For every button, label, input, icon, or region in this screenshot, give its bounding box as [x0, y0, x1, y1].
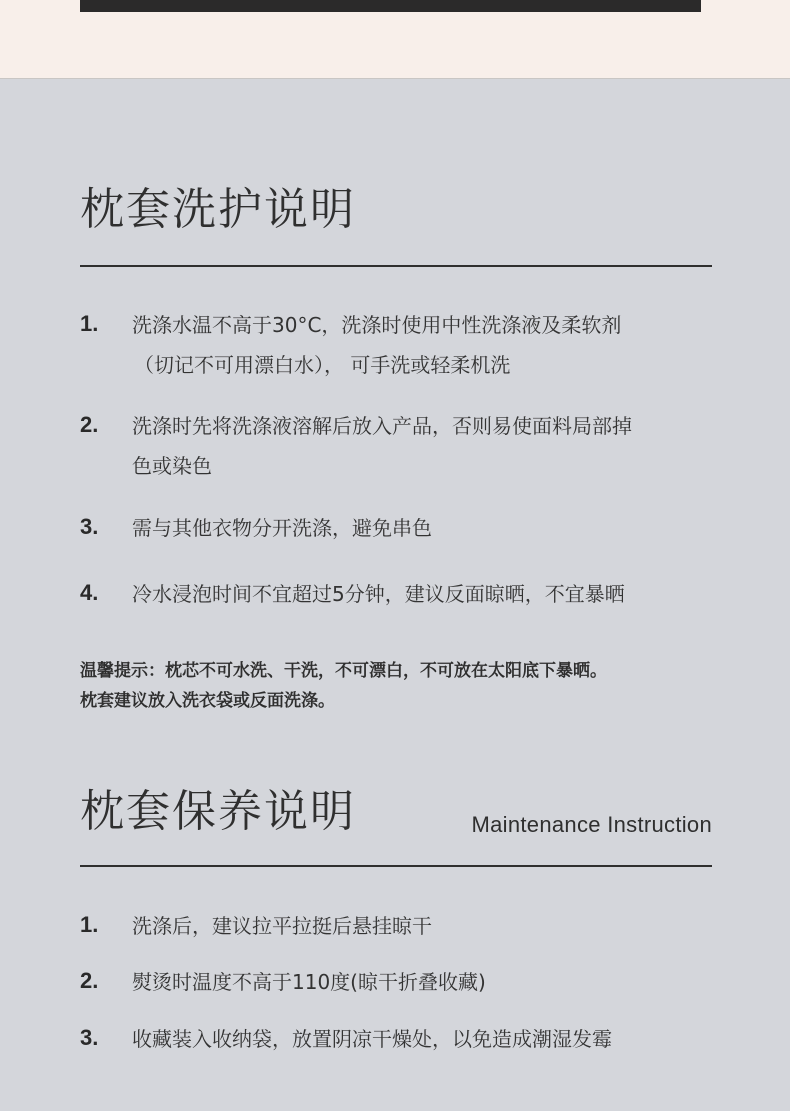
maintenance-item-number: 2. — [80, 968, 99, 993]
care-item-line: 洗涤水温不高于30°C，洗涤时使用中性洗涤液及柔软剂 — [132, 313, 622, 337]
care-tip-line: 温馨提示：枕芯不可水洗、干洗，不可漂白，不可放在太阳底下暴晒。 — [80, 661, 607, 681]
care-item-text — [132, 574, 712, 614]
care-item-line: 洗涤时先将洗涤液溶解后放入产品，否则易使面料局部掉 — [132, 414, 632, 438]
care-item-number: 4. — [80, 580, 99, 605]
care-item-number: 2. — [80, 412, 99, 437]
maintenance-item-text: 熨烫时温度不高于110度(晾干折叠收藏) — [132, 970, 486, 994]
care-item-number: 1. — [80, 311, 99, 336]
care-item-line: 色或染色 — [132, 454, 212, 478]
maintenance-section-header — [80, 786, 712, 840]
care-item-text — [132, 305, 712, 385]
care-item-line: （切记不可用漂白水）， 可手洗或轻柔机洗 — [134, 353, 511, 377]
top-dark-bar — [80, 0, 701, 12]
care-item-line: 冷水浸泡时间不宜超过5分钟，建议反面晾晒，不宜暴晒 — [132, 582, 625, 606]
maintenance-item-text: 洗涤后，建议拉平拉挺后悬挂晾干 — [132, 914, 432, 938]
maintenance-item-number: 3. — [80, 1025, 99, 1050]
maintenance-item-number: 1. — [80, 912, 99, 937]
maintenance-title: 枕套保养说明 — [80, 786, 356, 837]
care-item-line: 需与其他衣物分开洗涤，避免串色 — [132, 516, 432, 540]
care-item-text — [132, 508, 712, 548]
care-item-number: 3. — [80, 514, 99, 539]
maintenance-subtitle: Maintenance Instruction — [471, 812, 712, 837]
care-divider — [80, 265, 712, 267]
care-section-header — [80, 184, 712, 238]
care-tip-line: 枕套建议放入洗衣袋或反面洗涤。 — [80, 691, 335, 711]
maintenance-divider — [80, 865, 712, 867]
care-title: 枕套洗护说明 — [80, 184, 356, 235]
maintenance-item-text: 收藏装入收纳袋，放置阴凉干燥处，以免造成潮湿发霉 — [132, 1027, 612, 1051]
care-tip — [80, 656, 720, 716]
care-item-text — [132, 406, 712, 486]
top-banner — [0, 0, 790, 79]
